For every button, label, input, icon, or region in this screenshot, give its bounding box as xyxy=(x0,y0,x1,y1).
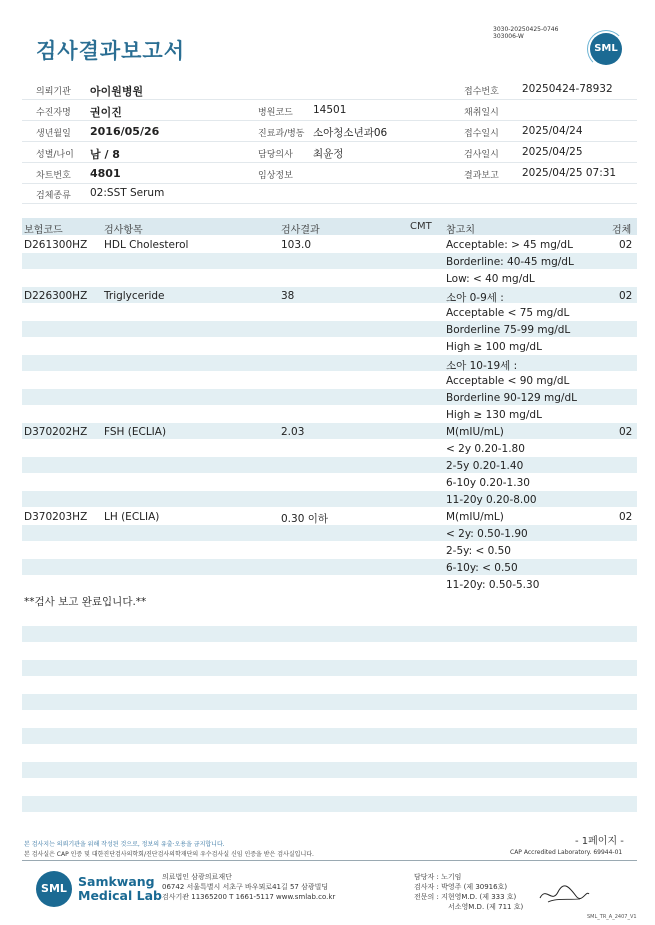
staff-line: 서소영M.D. (제 711 호) xyxy=(448,903,524,911)
info-row xyxy=(22,100,637,121)
column-header-cmt: CMT xyxy=(410,221,432,232)
sml-logo-footer: SML xyxy=(36,871,72,907)
info-value: 2025/04/24 xyxy=(522,125,583,137)
cap-accreditation: CAP Accredited Laboratory. 69944-01 xyxy=(510,849,623,856)
test-result: 103.0 xyxy=(281,239,312,251)
test-result: 2.03 xyxy=(281,426,305,438)
info-label: 병원코드 xyxy=(258,108,293,118)
test-result: 38 xyxy=(281,290,295,302)
info-value: 4801 xyxy=(90,167,121,180)
report-title: 검사결과보고서 xyxy=(36,39,186,63)
info-value: 2016/05/26 xyxy=(90,125,160,138)
column-header-item: 검사항목 xyxy=(104,225,143,236)
column-header-result: 검사결과 xyxy=(281,225,320,236)
specimen-code: 02 xyxy=(619,426,633,438)
reference-range-line: 2-5y 0.20-1.40 xyxy=(446,460,524,472)
reference-range-line: < 2y: 0.50-1.90 xyxy=(446,528,528,540)
table-stripe xyxy=(22,796,637,812)
brand-name xyxy=(78,875,162,903)
page-number: - 1페이지 - xyxy=(575,836,624,847)
reference-range-line: 소아 0-9세 : xyxy=(446,292,504,304)
table-stripe xyxy=(22,525,637,541)
info-label: 담당의사 xyxy=(258,150,293,160)
info-row xyxy=(22,163,637,184)
info-value: 02:SST Serum xyxy=(90,187,165,199)
info-value: 14501 xyxy=(313,104,347,116)
info-value: 20250424-78932 xyxy=(522,83,613,95)
info-label: 성별/나이 xyxy=(36,150,74,160)
info-label: 수진자명 xyxy=(36,108,71,118)
info-label: 검체종류 xyxy=(36,191,71,201)
column-header-reference: 참고치 xyxy=(446,225,475,236)
table-stripe xyxy=(22,728,637,744)
info-value: 2025/04/25 xyxy=(522,146,583,158)
footer-notice: 본 검사지는 의뢰기관을 위해 작성된 것으로, 정보의 유출·오용을 금지합니다. xyxy=(24,841,225,848)
info-value: 2025/04/25 07:31 xyxy=(522,167,617,179)
test-name: FSH (ECLIA) xyxy=(104,426,167,438)
table-stripe xyxy=(22,559,637,575)
info-label: 결과보고 xyxy=(464,171,499,181)
info-value: 권이진 xyxy=(90,106,122,119)
info-label: 채취일시 xyxy=(464,108,499,118)
info-value: 최윤정 xyxy=(313,148,344,160)
form-code: SML_TR_A_2407_V1 xyxy=(587,914,637,920)
table-stripe xyxy=(22,762,637,778)
info-label: 검사일시 xyxy=(464,150,499,160)
brand-line: Samkwang xyxy=(78,874,155,889)
address-line: 의료법인 삼광의료재단 xyxy=(162,873,232,881)
footer-divider xyxy=(22,860,637,861)
brand-line: Medical Lab xyxy=(78,888,162,903)
results-table-header xyxy=(22,218,637,235)
insurance-code: D261300HZ xyxy=(24,239,88,251)
test-name: LH (ECLIA) xyxy=(104,511,160,523)
reference-range-line: Low: < 40 mg/dL xyxy=(446,273,535,285)
info-row xyxy=(22,121,637,142)
address-line: 06742 서울특별시 서초구 바우뫼로41길 57 삼광빌딩 xyxy=(162,883,329,891)
info-value: 아이원병원 xyxy=(90,85,144,98)
reference-range-line: 소아 10-19세 : xyxy=(446,360,518,372)
reference-range-line: 2-5y: < 0.50 xyxy=(446,545,511,557)
info-label: 접수번호 xyxy=(464,87,499,97)
info-label: 차트번호 xyxy=(36,171,71,181)
info-label: 생년월일 xyxy=(36,129,71,139)
table-stripe xyxy=(22,355,637,371)
specimen-code: 02 xyxy=(619,511,633,523)
reference-range-line: Acceptable: > 45 mg/dL xyxy=(446,239,573,251)
signature-icon xyxy=(536,880,591,910)
staff-line: 검사자 : 박영주 (제 30916호) xyxy=(414,883,508,891)
info-value: 남 / 8 xyxy=(90,148,120,161)
document-code: 3030-20250425-0746 xyxy=(493,26,559,33)
reference-range-line: 6-10y 0.20-1.30 xyxy=(446,477,530,489)
staff-line: 전문의 : 지현영M.D. (제 333 호) xyxy=(414,893,517,901)
info-row xyxy=(22,142,637,163)
test-name: Triglyceride xyxy=(104,290,165,302)
table-stripe xyxy=(22,457,637,473)
specimen-code: 02 xyxy=(619,239,633,251)
info-row xyxy=(22,183,637,204)
column-header-specimen: 검체 xyxy=(612,225,632,236)
reference-range-line: Borderline: 40-45 mg/dL xyxy=(446,256,574,268)
reference-range-line: M(mIU/mL) xyxy=(446,511,504,523)
lab-address xyxy=(162,872,335,902)
info-row xyxy=(22,79,637,100)
insurance-code: D370203HZ xyxy=(24,511,88,523)
reference-range-line: M(mIU/mL) xyxy=(446,426,504,438)
address-line: 검사기관 11365200 T 1661-5117 www.smlab.co.kr xyxy=(162,893,336,901)
info-value: 소아청소년과06 xyxy=(313,127,388,139)
reference-range-line: Borderline 75-99 mg/dL xyxy=(446,324,571,336)
footer-certification: 본 검사실은 CAP 인증 및 대한진단검사의학회/진단검사의학재단의 우수검사실 신임 인증을 받은 검사실입니다. xyxy=(24,851,314,858)
reference-range-line: Acceptable < 90 mg/dL xyxy=(446,375,570,387)
sml-logo: SML xyxy=(590,33,622,65)
table-stripe xyxy=(22,491,637,507)
specimen-code: 02 xyxy=(619,290,633,302)
reference-range-line: Borderline 90-129 mg/dL xyxy=(446,392,577,404)
document-codes xyxy=(493,26,558,40)
reference-range-line: < 2y 0.20-1.80 xyxy=(446,443,525,455)
reference-range-line: High ≥ 130 mg/dL xyxy=(446,409,542,421)
document-code: 303006-W xyxy=(493,33,524,40)
staff-list xyxy=(414,872,523,912)
staff-line: 담당자 : 노기임 xyxy=(414,873,462,881)
info-label: 접수일시 xyxy=(464,129,499,139)
test-result: 0.30 이하 xyxy=(281,513,329,525)
insurance-code: D370202HZ xyxy=(24,426,88,438)
info-label: 의뢰기관 xyxy=(36,87,71,97)
reference-range-line: 6-10y: < 0.50 xyxy=(446,562,518,574)
info-label: 임상정보 xyxy=(258,171,293,181)
reference-range-line: 11-20y 0.20-8.00 xyxy=(446,494,537,506)
table-stripe xyxy=(22,626,637,642)
insurance-code: D226300HZ xyxy=(24,290,88,302)
column-header-code: 보험코드 xyxy=(24,225,63,236)
report-complete-note: **검사 보고 완료입니다.** xyxy=(24,596,147,608)
table-stripe xyxy=(22,660,637,676)
table-stripe xyxy=(22,694,637,710)
reference-range-line: High ≥ 100 mg/dL xyxy=(446,341,542,353)
reference-range-line: Acceptable < 75 mg/dL xyxy=(446,307,570,319)
info-label: 진료과/병동 xyxy=(258,129,305,139)
test-name: HDL Cholesterol xyxy=(104,239,189,251)
reference-range-line: 11-20y: 0.50-5.30 xyxy=(446,579,540,591)
